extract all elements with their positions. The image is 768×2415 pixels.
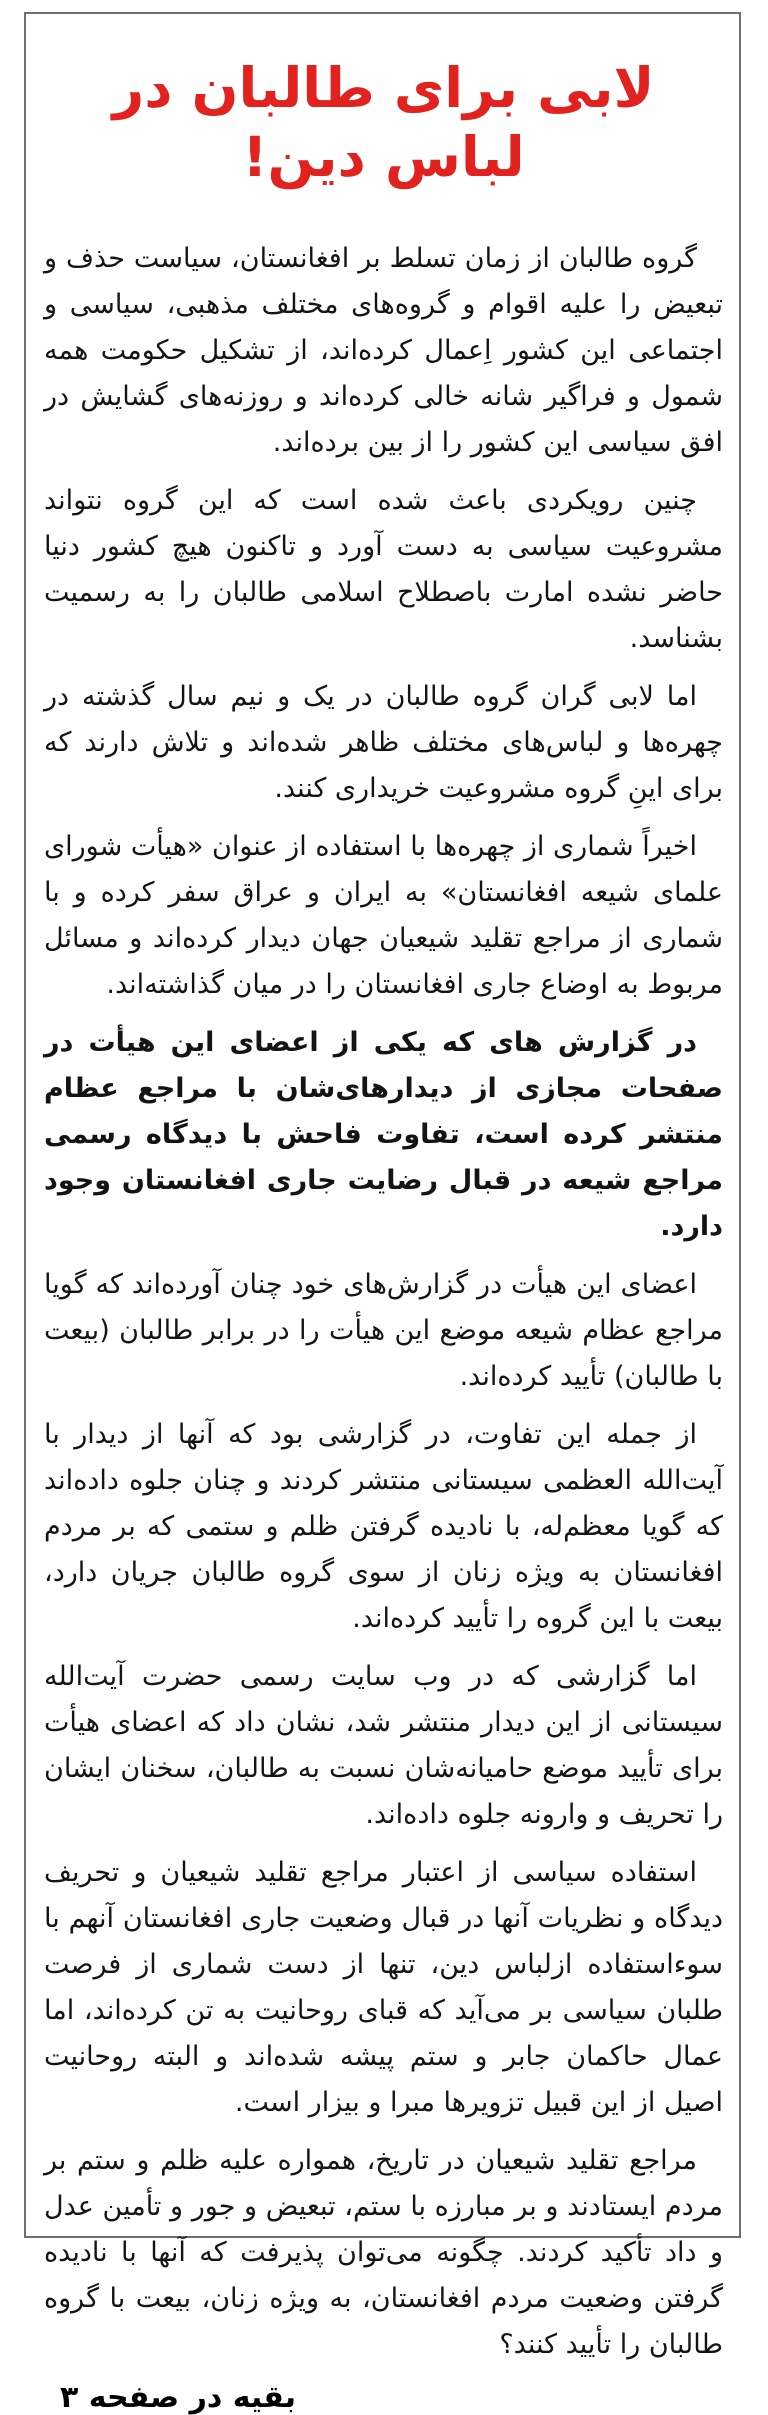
article-paragraph: چنین رویکردی باعث شده است که این گروه نتواند مشروعیت سیاسی به دست آورد و تاکنون هیچ کشور دنیا حاضر نشده امارت باصطلاح اسلامی طالبان را به رسمیت بشناسد. bbox=[44, 484, 723, 654]
article-paragraph: اما لابی گران گروه طالبان در یک و نیم سال گذشته در چهره‌ها و لباس‌های مختلف ظاهر شده‌اند و تلاش دارند که برای اینِ گروه مشروعیت خریداری کنند. bbox=[44, 680, 723, 804]
article-paragraph: اخیراً شماری از چهره‌ها با استفاده از عنوان «هیأت شورای علمای شیعه افغانستان» به ایران و عراق سفر کرده و با شماری از مراجع تقلید شیعیان جهان دیدار کرده‌اند و مسائل مربوط به اوضاع جاری افغانستان را در میان گذاشته‌اند. bbox=[44, 830, 723, 1000]
article-paragraph: اما گزارشی که در وب سایت رسمی حضرت آیت‌الله سیستانی از این دیدار منتشر شد، نشان داد که اعضای هیأت برای تأیید موضع حامیانه‌شان نسبت به طالبان، سخنان ایشان را تحریف و وارونه جلوه داده‌اند. bbox=[44, 1660, 723, 1830]
article-paragraph: استفاده سیاسی از اعتبار مراجع تقلید شیعیان و تحریف دیدگاه و نظریات آنها در قبال وضعیت جاری افغانستان آنهم با سوءاستفاده ازلباس دین، تنها از دست شماری از فرصت طلبان سیاسی بر می‌آید که قبای روحانیت به تن کرده‌اند، اما عمال حاکمان جابر و ستم پیشه شده‌اند و البته روحانیت اصیل از این قبیل تزویرها مبرا و بیزار است. bbox=[44, 1856, 723, 2118]
article-paragraph: اعضای این هیأت در گزارش‌های خود چنان آورده‌اند که گویا مراجع عظام شیعه موضع این هیأت را در برابر طالبان (بیعت با طالبان) تأیید کرده‌اند. bbox=[44, 1268, 723, 1392]
article-title: لابی برای طالبان در لباس دین! bbox=[112, 56, 655, 189]
article-frame bbox=[24, 12, 741, 2415]
continuation-note: بقیه در صفحه ۳ bbox=[60, 2379, 297, 2415]
article-paragraph: مراجع تقلید شیعیان در تاریخ، همواره علیه ظلم و ستم بر مردم ایستادند و بر مبارزه با ستم، تبعیض و جور و تأمین عدل و داد تأکید کردند. چگونه می‌توان پذیرفت که آنها با نادیده گرفتن وضعیت مردم افغانستان، به ویژه زنان، بیعت با گروه طالبان را تأیید کنند؟ bbox=[44, 2144, 723, 2360]
article-paragraph: گروه طالبان از زمان تسلط بر افغانستان، سیاست حذف و تبعیض را علیه اقوام و گروه‌های مختلف مذهبی، سیاسی و اجتماعی این کشور اِعمال کرده‌اند، از تشکیل حکومت همه شمول و فراگیر شانه خالی کرده‌اند و روزنه‌های گشایش در افق سیاسی این کشور را از بین برده‌اند. bbox=[44, 242, 723, 458]
article-paragraph: از جمله این تفاوت، در گزارشی بود که آنها از دیدار با آیت‌الله العظمی سیستانی منتشر کردند و چنان جلوه داده‌اند که گویا معظم‌له، با نادیده گرفتن ظلم و ستمی که بر مردم افغانستان به ویژه زنان از سوی گروه طالبان جریان دارد، بیعت با این گروه را تأیید کرده‌اند. bbox=[44, 1418, 723, 1634]
article-paragraph-bold: در گزارش های که یکی از اعضای این هیأت در صفحات مجازی از دیدارهای‌شان با مراجع عظام منتشر کرده است، تفاوت فاحش با دیدگاه رسمی مراجع شیعه در قبال رضایت جاری افغانستان وجود دارد. bbox=[44, 1026, 723, 1242]
article-body bbox=[44, 236, 723, 2368]
